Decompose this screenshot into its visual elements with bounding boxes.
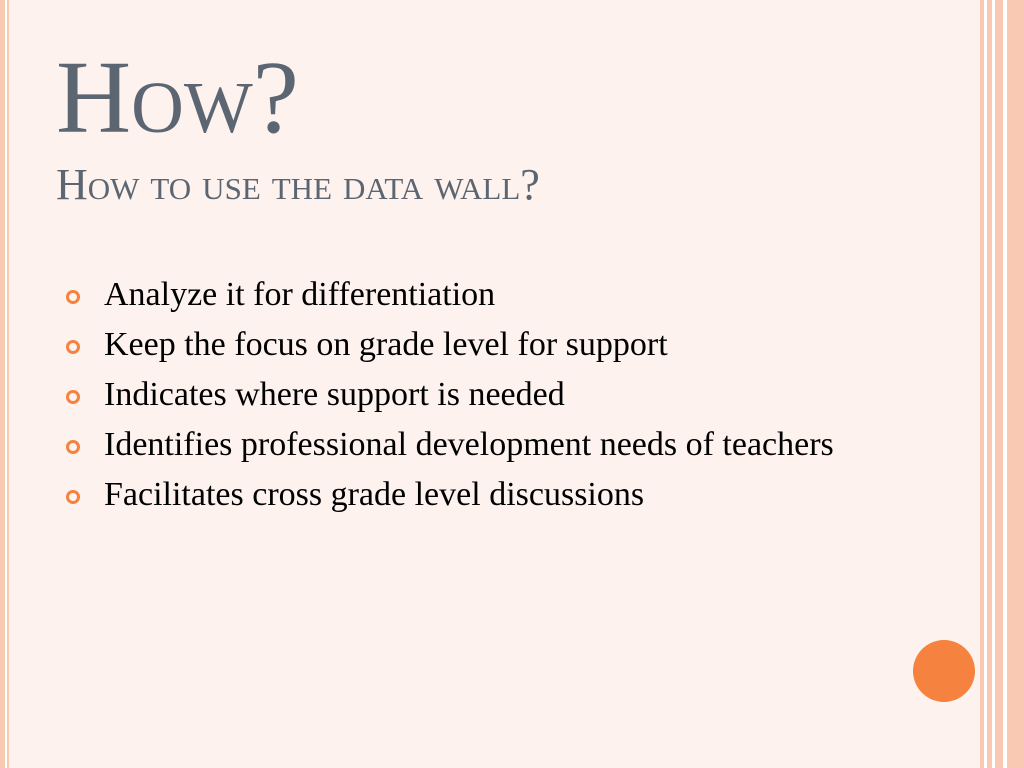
hollow-circle-icon — [66, 340, 80, 354]
border-stripe — [7, 0, 9, 768]
hollow-circle-icon — [66, 440, 80, 454]
bullet-item — [62, 274, 882, 316]
hollow-circle-icon — [66, 390, 80, 404]
filled-circle-icon — [913, 640, 975, 702]
bullet-text: Keep the focus on grade level for support — [104, 326, 668, 363]
bullet-text: Facilitates cross grade level discussions — [104, 476, 645, 513]
bullet-item — [62, 424, 882, 466]
hollow-circle-icon — [66, 490, 80, 504]
bullet-list — [62, 274, 882, 524]
slide-subtitle: How to use the data wall? — [56, 160, 540, 209]
border-stripe — [1007, 0, 1024, 768]
bullet-item — [62, 474, 882, 516]
hollow-circle-icon — [66, 290, 80, 304]
bullet-item — [62, 374, 882, 416]
bullet-text: Identifies professional development needs of teachers — [104, 426, 834, 463]
bullet-text: Indicates where support is needed — [104, 376, 565, 413]
border-stripe — [995, 0, 1003, 768]
slide-title: How? — [56, 40, 299, 155]
bullet-text: Analyze it for differentiation — [104, 276, 496, 313]
bullet-item — [62, 324, 882, 366]
